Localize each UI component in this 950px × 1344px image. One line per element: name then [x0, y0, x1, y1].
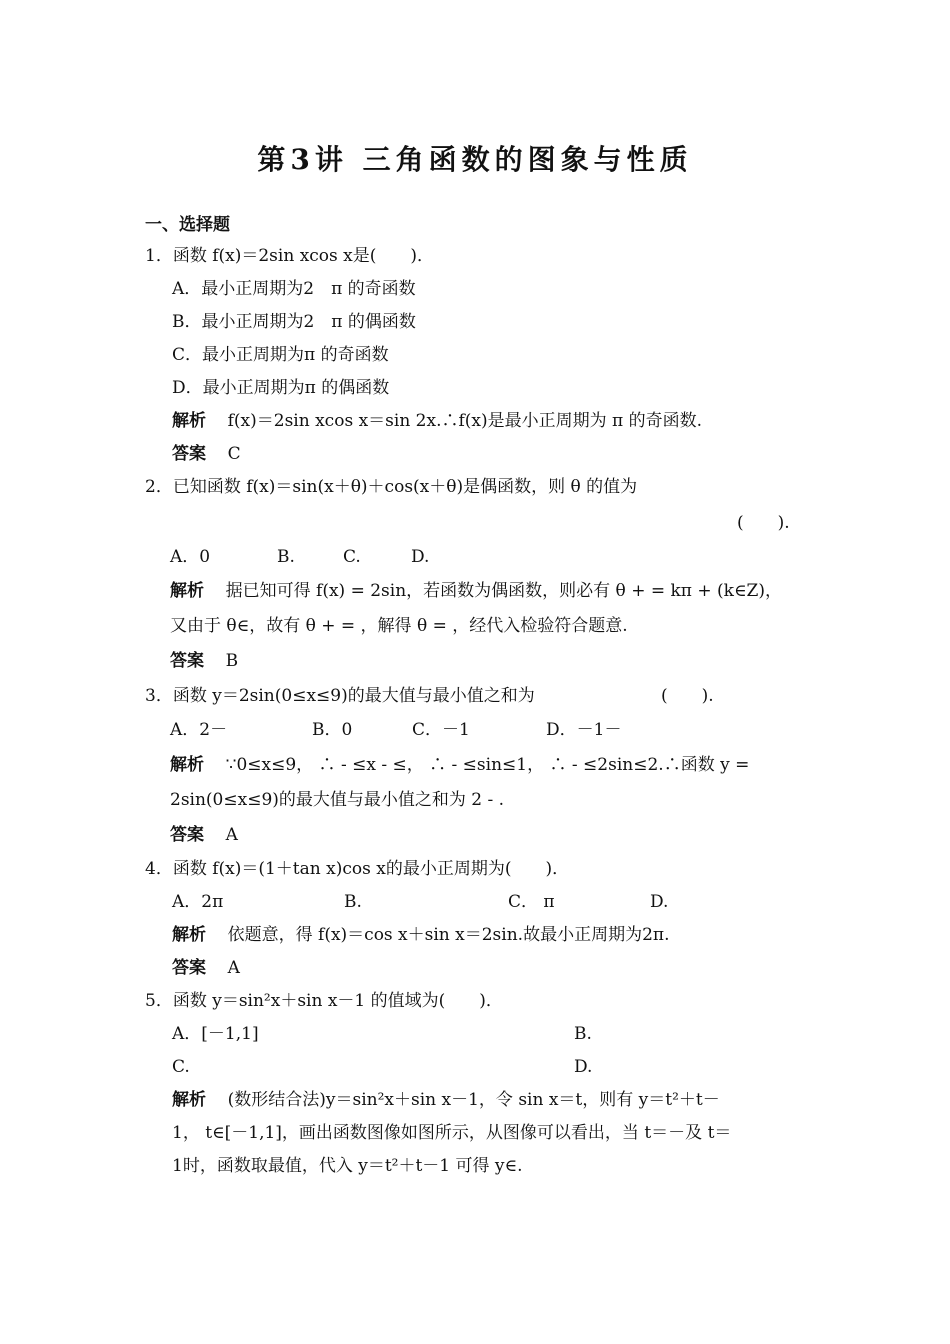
- q3-analysis-line1: [170, 754, 749, 776]
- q5-option-b: B.: [574, 1024, 592, 1044]
- q4-choice-b: B.: [344, 892, 362, 912]
- q2-choice-c: C.: [343, 547, 361, 567]
- q1-answer-label: 答案: [172, 444, 206, 464]
- q2-analysis-line1: [170, 580, 782, 602]
- q4-analysis: [172, 924, 669, 946]
- q3-analysis-line2: 2sin(0≤x≤9)的最大值与最小值之和为 2 - .: [170, 790, 505, 810]
- q3-paren: ( ).: [661, 686, 714, 706]
- q5-option-a: A．[－1,1]: [172, 1024, 259, 1044]
- q5-analysis-text-1: (数形结合法)y＝sin²x＋sin x－1，令 sin x＝t，则有 y＝t²＋t－: [227, 1090, 720, 1110]
- q2-analysis-text-1: 据已知可得 f(x) = 2sin，若函数为偶函数，则必有 θ + = kπ + (k∈Z)，: [225, 581, 782, 601]
- q1-answer-value: C: [227, 444, 241, 464]
- q3-answer-label: 答案: [170, 825, 204, 845]
- q3-answer-value: A: [225, 825, 238, 845]
- q4-answer: [172, 957, 240, 979]
- q1-analysis-text: f(x)＝2sin xcos x＝sin 2x.∴f(x)是最小正周期为 π 的奇函数.: [227, 411, 703, 431]
- q3-analysis-text-1: ∵0≤x≤9， ∴ - ≤x - ≤， ∴ - ≤sin≤1， ∴ - ≤2sin≤2.∴函数 y =: [225, 755, 750, 775]
- q1-option-a: A．最小正周期为2 π 的奇函数: [172, 279, 416, 299]
- q3-choice-b: B．0: [312, 720, 353, 740]
- q2-choice-a: A．0: [170, 547, 211, 567]
- q2-analysis-line2: 又由于 θ∈，故有 θ + = ，解得 θ = ，经代入检验符合题意.: [170, 616, 628, 636]
- q1-option-b: B．最小正周期为2 π 的偶函数: [172, 312, 416, 332]
- q3-analysis-label: 解析: [170, 755, 204, 775]
- q5-analysis-line1: [172, 1089, 720, 1111]
- q4-analysis-label: 解析: [172, 925, 206, 945]
- q1-option-d: D．最小正周期为π 的偶函数: [172, 378, 390, 398]
- q5-option-d: D.: [574, 1057, 593, 1077]
- q2-stem: 2．已知函数 f(x)＝sin(x＋θ)＋cos(x＋θ)是偶函数，则 θ 的值为: [145, 477, 638, 497]
- q2-paren: ( ).: [737, 513, 790, 533]
- q1-stem: 1．函数 f(x)＝2sin xcos x是( )．: [145, 246, 435, 266]
- q2-answer-label: 答案: [170, 651, 204, 671]
- section-heading: 一、选择题: [145, 215, 230, 235]
- q2-choice-b: B.: [277, 547, 295, 567]
- q5-analysis-line2: 1， t∈[－1,1]，画出函数图像如图所示，从图像可以看出，当 t＝－及 t＝: [172, 1123, 732, 1143]
- q4-choice-c: C． π: [508, 892, 555, 912]
- q3-choice-d: D．－1－: [546, 720, 622, 740]
- q3-stem: 3．函数 y＝2sin(0≤x≤9)的最大值与最小值之和为: [145, 686, 535, 706]
- q4-answer-value: A: [227, 958, 240, 978]
- q4-answer-label: 答案: [172, 958, 206, 978]
- q5-stem: 5．函数 y＝sin²x＋sin x－1 的值域为( )．: [145, 991, 503, 1011]
- q1-analysis-label: 解析: [172, 411, 206, 431]
- q3-choice-a: A．2－: [170, 720, 228, 740]
- q2-answer-value: B: [225, 651, 239, 671]
- q4-choice-d: D.: [650, 892, 669, 912]
- q1-answer: [172, 443, 241, 465]
- q5-analysis-line3: 1时，函数取最值，代入 y＝t²＋t－1 可得 y∈.: [172, 1156, 523, 1176]
- q2-answer: [170, 650, 238, 672]
- q5-option-c: C.: [172, 1057, 190, 1077]
- q3-choice-c: C．－1: [412, 720, 470, 740]
- q4-stem: 4．函数 f(x)＝(1＋tan x)cos x的最小正周期为( )．: [145, 859, 570, 879]
- q4-analysis-text: 依题意，得 f(x)＝cos x＋sin x＝2sin.故最小正周期为2π.: [227, 925, 670, 945]
- q2-choice-d: D.: [411, 547, 430, 567]
- q1-option-c: C．最小正周期为π 的奇函数: [172, 345, 389, 365]
- q5-analysis-label: 解析: [172, 1090, 206, 1110]
- page-title: 第3讲 三角函数的图象与性质: [257, 143, 693, 176]
- q2-analysis-label: 解析: [170, 581, 204, 601]
- q1-analysis: [172, 410, 702, 432]
- q3-answer: [170, 824, 238, 846]
- q4-choice-a: A．2π: [172, 892, 224, 912]
